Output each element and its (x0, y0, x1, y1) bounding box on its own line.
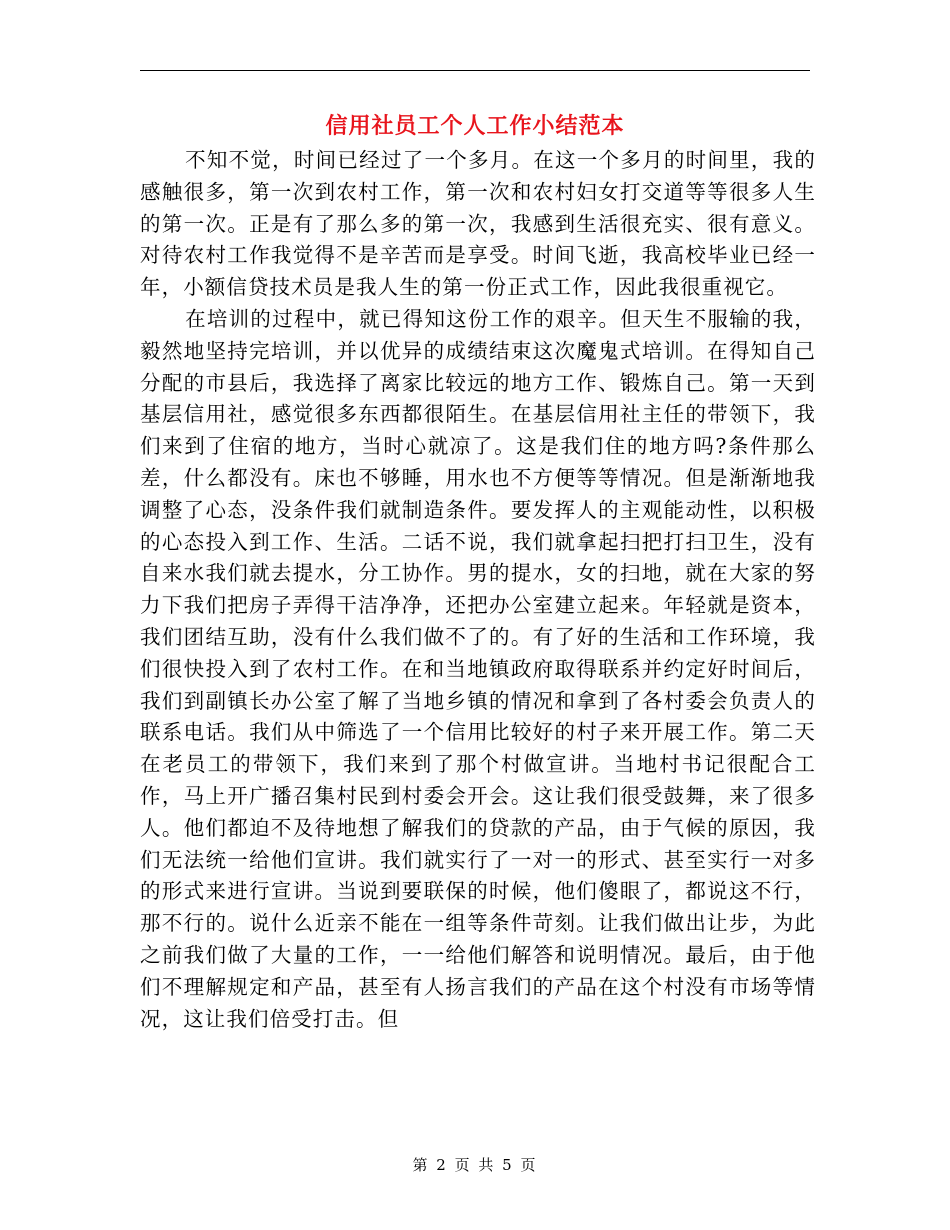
paragraph-1: 不知不觉，时间已经过了一个多月。在这一个多月的时间里，我的感触很多，第一次到农村工作，第一次和农村妇女打交道等等很多人生的第一次。正是有了那么多的第一次，我感到生活很充实、很有意义。对待农村工作我觉得不是辛苦而是享受。时间飞逝，我高校毕业已经一年，小额信贷技术员是我人生的第一份正式工作，因此我很重视它。 (140, 148, 816, 300)
document-title: 信用社员工个人工作小结范本 (325, 113, 625, 139)
page-number-footer: 第 2 页 共 5 页 (412, 1156, 538, 1174)
document-body (140, 145, 816, 1035)
header-rule (140, 70, 810, 71)
paragraph-2: 在培训的过程中，就已得知这份工作的艰辛。但天生不服输的我，毅然地坚持完培训，并以优异的成绩结束这次魔鬼式培训。在得知自己分配的市县后，我选择了离家比较远的地方工作、锻炼自己。第一天到基层信用社，感觉很多东西都很陌生。在基层信用社主任的带领下，我们来到了住宿的地方，当时心就凉了。这是我们住的地方吗?条件那么差，什么都没有。床也不够睡，用水也不方便等等情况。但是渐渐地我调整了心态，没条件我们就制造条件。要发挥人的主观能动性，以积极的心态投入到工作、生活。二话不说，我们就拿起扫把打扫卫生，没有自来水我们就去提水，分工协作。男的提水，女的扫地，就在大家的努力下我们把房子弄得干洁净净，还把办公室建立起来。年轻就是资本，我们团结互助，没有什么我们做不了的。有了好的生活和工作环境，我们很快投入到了农村工作。在和当地镇政府取得联系并约定好时间后，我们到副镇长办公室了解了当地乡镇的情况和拿到了各村委会负责人的联系电话。我们从中筛选了一个信用比较好的村子来开展工作。第二天在老员工的带领下，我们来到了那个村做宣讲。当地村书记很配合工作，马上开广播召集村民到村委会开会。这让我们很受鼓舞，来了很多人。他们都迫不及待地想了解我们的贷款的产品，由于气候的原因，我们无法统一给他们宣讲。我们就实行了一对一的形式、甚至实行一对多的形式来进行宣讲。当说到要联保的时候，他们傻眼了，都说这不行，那不行的。说什么近亲不能在一组等条件苛刻。让我们做出让步，为此之前我们做了大量的工作，一一给他们解答和说明情况。最后，由于他们不理解规定和产品，甚至有人扬言我们的产品在这个村没有市场等情况，这让我们倍受打击。但 (140, 306, 816, 1031)
